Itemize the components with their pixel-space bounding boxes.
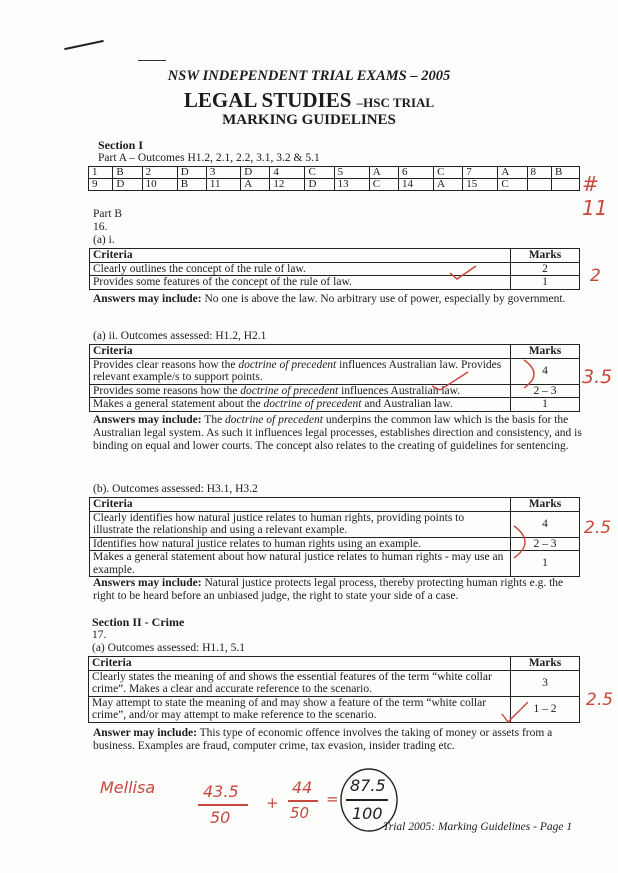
answers-text: underpins the common law which is the basis for the Australian legal system. As such it influences legal processes, establishes direction and consistency, and is binding on equal and lower courts. The concept also relates to the creating of guidelines for sentencing. bbox=[93, 414, 582, 452]
marks-header: Marks bbox=[511, 249, 580, 263]
marks-cell: 1 bbox=[511, 551, 580, 577]
score-t4: 2.5 bbox=[586, 690, 614, 710]
criteria-cell: Clearly states the meaning of and shows the essential features of the term “white collar crime”. Makes a clear and accurate reference to the scenario. bbox=[89, 670, 511, 696]
answers-may-include-2 bbox=[93, 414, 585, 453]
criteria-cell: Clearly outlines the concept of the rule of law. bbox=[90, 262, 511, 276]
answers-text: Natural justice protects legal process, thereby protecting human rights e.g. the right to be heard before an unbiased judge, the right to state your side of a case. bbox=[93, 577, 564, 602]
marks-header: Marks bbox=[511, 657, 580, 671]
criteria-cell: Identifies how natural justice relates to human rights using an example. bbox=[90, 537, 511, 551]
section-2-title: Section II - Crime bbox=[92, 615, 185, 629]
answers-text: The bbox=[201, 414, 226, 426]
answer-cell: 14 bbox=[398, 179, 433, 191]
question-17: 17. bbox=[92, 629, 107, 641]
answer-cell: 13 bbox=[334, 179, 369, 191]
table-header bbox=[90, 345, 580, 359]
table-header bbox=[90, 498, 580, 512]
score-t3: 2.5 bbox=[584, 518, 612, 538]
answers-text: No one is above the law. No arbitrary use of power, especially by government. bbox=[201, 293, 566, 305]
answer-cell: C bbox=[434, 167, 463, 179]
answers-may-include-4 bbox=[93, 727, 583, 753]
answers-label: Answer may include: bbox=[93, 727, 197, 739]
table-row bbox=[89, 670, 580, 696]
answer-cell: B bbox=[177, 179, 206, 191]
answer-cell: D bbox=[113, 179, 142, 191]
pen-mark bbox=[138, 60, 166, 61]
criteria-header: Criteria bbox=[89, 657, 511, 671]
total-denominator: 100 bbox=[352, 804, 383, 823]
score-t2: 3.5 bbox=[582, 366, 613, 388]
marks-header: Marks bbox=[511, 345, 580, 359]
page-title: MARKING GUIDELINES bbox=[222, 112, 396, 128]
table-header bbox=[90, 249, 580, 263]
answer-cell bbox=[551, 179, 579, 191]
bracket-mark-icon bbox=[510, 522, 550, 562]
plus-sign: + bbox=[266, 794, 279, 812]
question-16: 16. bbox=[93, 221, 108, 233]
pen-mark bbox=[64, 40, 104, 50]
marks-cell: 2 – 3 bbox=[511, 537, 580, 551]
table-row bbox=[90, 276, 580, 290]
marks-cell: 3 bbox=[511, 670, 580, 696]
answer-cell: B bbox=[551, 167, 579, 179]
answer-cell: 3 bbox=[206, 167, 240, 179]
bracket-mark-icon bbox=[520, 356, 554, 392]
criteria-text: and Australian law. bbox=[361, 398, 453, 410]
criteria-table-3 bbox=[89, 497, 580, 577]
marks-cell: 1 bbox=[511, 398, 580, 412]
fraction-2-numerator: 44 bbox=[292, 778, 313, 797]
marks-cell: 1 – 2 bbox=[511, 696, 580, 722]
answer-cell: 7 bbox=[463, 167, 498, 179]
subject-name: LEGAL STUDIES bbox=[183, 88, 352, 112]
criteria-emphasis: doctrine of precedent bbox=[238, 358, 337, 371]
answers-may-include-3 bbox=[93, 577, 585, 603]
fraction-2-denominator: 50 bbox=[290, 804, 310, 822]
subject-suffix: –HSC TRIAL bbox=[356, 95, 435, 110]
answer-cell: 9 bbox=[89, 179, 113, 191]
part-a-outcomes: Part A – Outcomes H1.2, 2.1, 2.2, 3.1, 3.2 & 5.1 bbox=[98, 152, 320, 164]
student-name: Mellisa bbox=[100, 778, 156, 797]
score-t1: 2 bbox=[590, 266, 601, 286]
answer-cell: 6 bbox=[398, 167, 433, 179]
criteria-cell: Clearly identifies how natural justice relates to human rights, providing points to illustrate the relationship and using a relevant example. bbox=[90, 511, 511, 537]
criteria-header: Criteria bbox=[90, 345, 511, 359]
answer-row bbox=[89, 179, 580, 191]
total-numerator: 87.5 bbox=[350, 776, 386, 795]
fraction-bar bbox=[198, 804, 248, 806]
marks-cell: 2 bbox=[511, 262, 580, 276]
tick-mark-icon bbox=[430, 368, 470, 394]
page-footer: Trial 2005: Marking Guidelines - Page 1 bbox=[383, 821, 573, 833]
criteria-emphasis: doctrine of precedent bbox=[263, 398, 362, 410]
answer-cell: 15 bbox=[463, 179, 498, 191]
marks-cell: 1 bbox=[511, 276, 580, 290]
marks-header: Marks bbox=[511, 498, 580, 512]
table-row bbox=[90, 551, 580, 577]
fraction-bar bbox=[288, 800, 318, 802]
answer-cell: D bbox=[241, 167, 270, 179]
answer-cell: A bbox=[498, 167, 527, 179]
answer-cell: 5 bbox=[334, 167, 369, 179]
criteria-header: Criteria bbox=[90, 498, 511, 512]
answer-cell: 4 bbox=[270, 167, 305, 179]
criteria-text: influences Australian law. Provides relevant example/s to support points. bbox=[93, 358, 502, 383]
criteria-cell: Provides some features of the concept of the rule of law. bbox=[90, 276, 511, 290]
answer-cell: C bbox=[369, 179, 398, 191]
score-part-a: # 11 bbox=[582, 172, 608, 220]
answer-cell: 12 bbox=[270, 179, 305, 191]
exam-title: NSW INDEPENDENT TRIAL EXAMS – 2005 bbox=[167, 68, 451, 84]
section-17a-heading: (a) Outcomes assessed: H1.1, 5.1 bbox=[92, 642, 245, 654]
answer-cell: B bbox=[113, 167, 142, 179]
answers-text: This type of economic offence involves the taking of money or assets from a business. Examples are fraud, computer crime, tax evasion, insider trading etc. bbox=[93, 727, 553, 752]
subject-title bbox=[0, 88, 618, 113]
criteria-text: influences Australian law. bbox=[338, 384, 461, 397]
criteria-text: Makes a general statement about the bbox=[93, 398, 264, 410]
answer-cell: A bbox=[369, 167, 398, 179]
answers-label: Answers may include: bbox=[93, 577, 202, 589]
tick-mark-icon bbox=[448, 264, 478, 282]
part-b-label: Part B bbox=[93, 208, 123, 220]
answer-cell: D bbox=[177, 167, 206, 179]
criteria-table-1 bbox=[89, 248, 580, 290]
table-row bbox=[90, 384, 580, 398]
section-a-ii-heading: (a) ii. Outcomes assessed: H1.2, H2.1 bbox=[93, 330, 267, 342]
answer-cell: C bbox=[305, 167, 334, 179]
answer-cell: 8 bbox=[527, 167, 551, 179]
answer-cell: C bbox=[498, 179, 527, 191]
criteria-cell bbox=[90, 398, 511, 412]
answer-cell: D bbox=[305, 179, 334, 191]
answer-cell: A bbox=[241, 179, 270, 191]
criteria-table-2 bbox=[89, 344, 580, 412]
criteria-text: Provides clear reasons how the bbox=[93, 358, 239, 371]
marks-cell: 4 bbox=[511, 511, 580, 537]
answer-cell: 10 bbox=[142, 179, 177, 191]
marks-cell: 4 bbox=[511, 358, 580, 384]
fraction-1-denominator: 50 bbox=[210, 808, 231, 827]
answer-cell: 1 bbox=[89, 167, 113, 179]
table-header bbox=[89, 657, 580, 671]
answer-cell: 11 bbox=[206, 179, 240, 191]
criteria-emphasis: doctrine of precedent bbox=[240, 384, 339, 397]
answer-cell: A bbox=[434, 179, 463, 191]
table-row bbox=[90, 537, 580, 551]
section-b-heading: (b). Outcomes assessed: H3.1, H3.2 bbox=[93, 483, 258, 495]
answers-label: Answers may include: bbox=[93, 414, 202, 426]
table-row bbox=[90, 511, 580, 537]
answers-emphasis: doctrine of precedent bbox=[225, 414, 323, 426]
table-row bbox=[90, 262, 580, 276]
table-row bbox=[90, 398, 580, 412]
tick-mark-icon bbox=[500, 700, 530, 726]
section-1-title: Section I bbox=[98, 138, 143, 152]
criteria-text: Provides some reasons how the bbox=[93, 384, 241, 397]
answer-grid bbox=[88, 166, 580, 191]
criteria-cell: Makes a general statement about how natural justice relates to human rights - may use an example. bbox=[90, 551, 511, 577]
table-row bbox=[90, 358, 580, 384]
criteria-cell: May attempt to state the meaning of and may show a feature of the term “white collar crime”, and/or may attempt to make reference to the scenario. bbox=[89, 696, 511, 722]
criteria-header: Criteria bbox=[90, 249, 511, 263]
fraction-bar bbox=[346, 799, 388, 801]
answers-label: Answers may include: bbox=[93, 293, 202, 305]
marks-cell: 2 – 3 bbox=[511, 384, 580, 398]
answer-cell bbox=[527, 179, 551, 191]
answer-row bbox=[89, 167, 580, 179]
answer-cell: 2 bbox=[142, 167, 177, 179]
answers-may-include-1 bbox=[93, 293, 583, 306]
equals-sign: = bbox=[326, 790, 339, 808]
question-16-a-i: (a) i. bbox=[93, 234, 115, 246]
fraction-1-numerator: 43.5 bbox=[203, 782, 239, 801]
